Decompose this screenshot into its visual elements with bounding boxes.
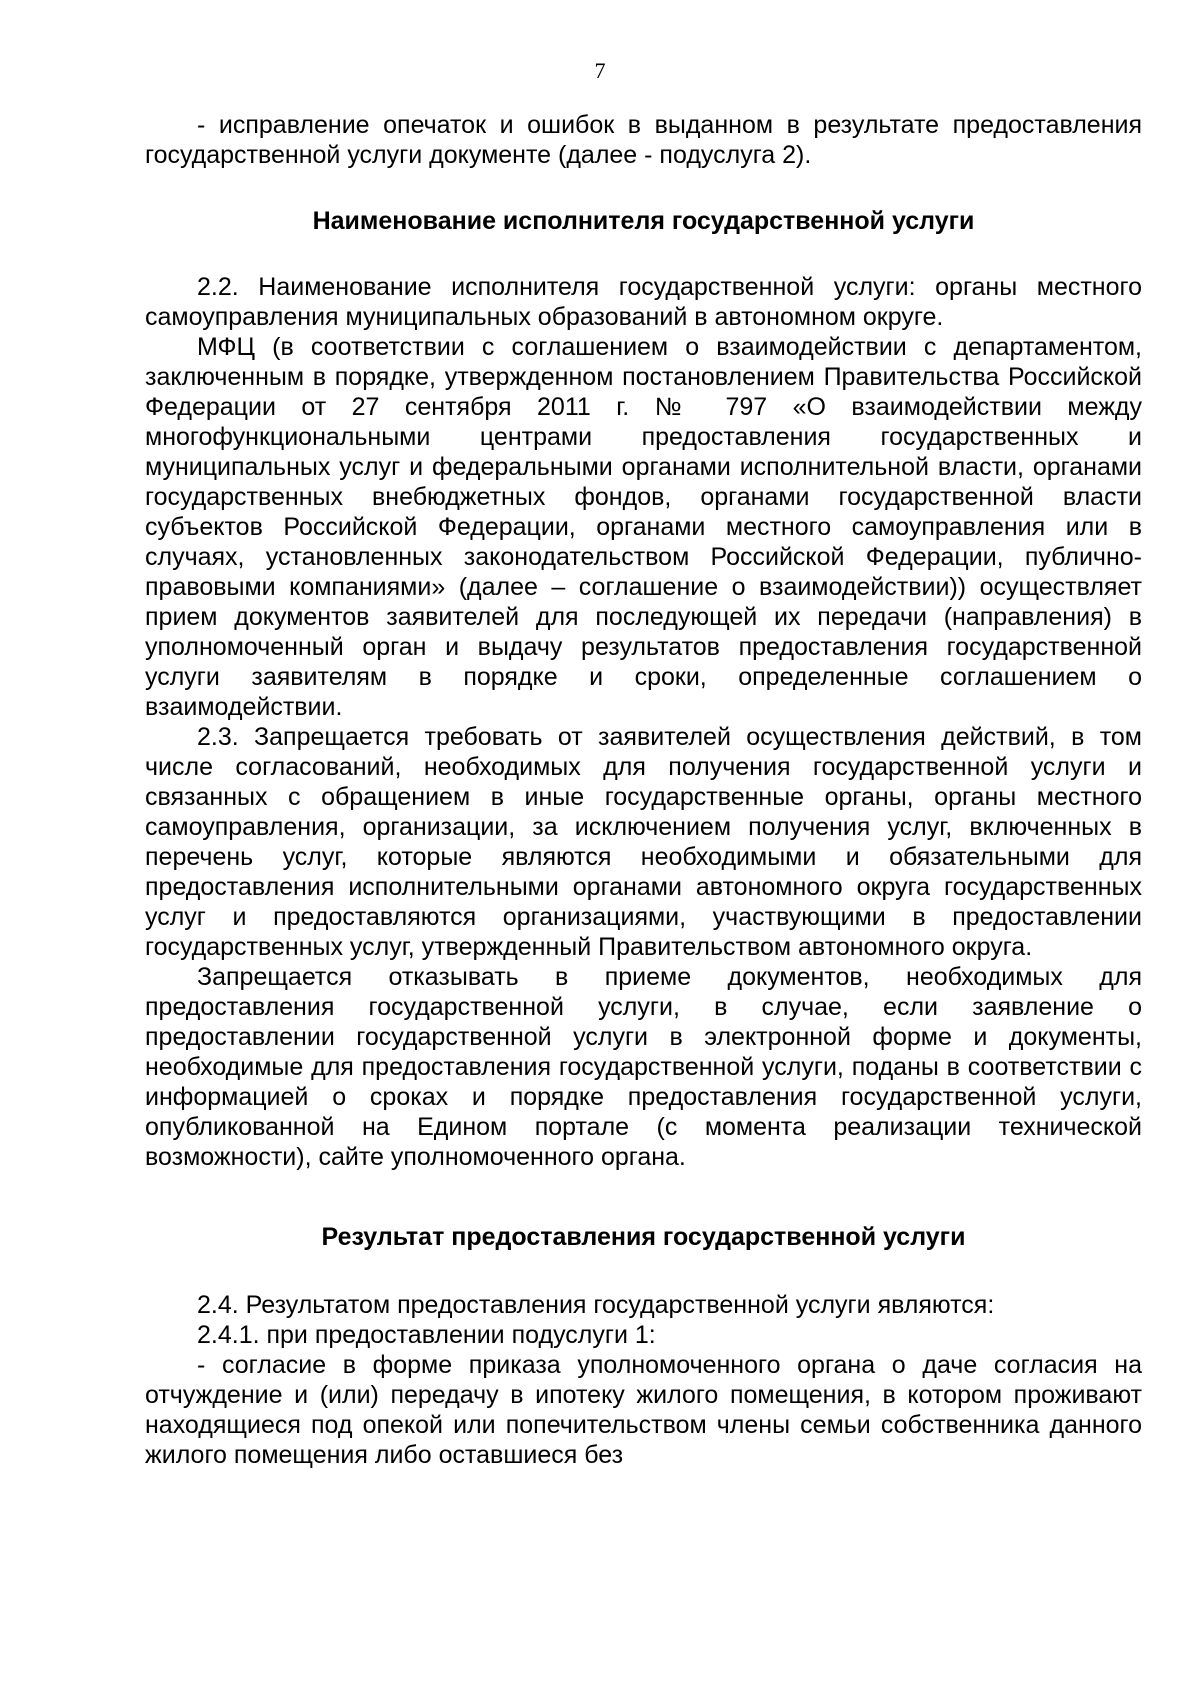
paragraph-2-3: 2.3. Запрещается требовать от заявителей осуществления действий, в том числе согласований, необходимых для получения государственной услуги и связанных с обращением в иные государственные органы, органы местного самоуправления, организации, за исключением получения услуг, включенных в перечень услуг, которые являются необходимыми и обязательными для предоставления исполнительными органами автономного округа государственных услуг и предоставляются организациями, участвующими в предоставлении государственных услуг, утвержденный Правительством автономного округа.	[145, 723, 1142, 961]
paragraph-2-4-1: 2.4.1. при предоставлении подуслуги 1:	[197, 1321, 656, 1349]
page-number: 7	[594, 58, 606, 83]
paragraph-mfc: МФЦ (в соответствии с соглашением о взаимодействии с департаментом, заключенным в порядке, утвержденном постановлением Правительства Российской Федерации от 27 сентября 2011 г. № 797 «О взаимодействии между многофункциональными центрами предоставления государственных и муниципальных услуг и федеральными органами исполнительной власти, органами государственных внебюджетных фондов, органами государственной власти субъектов Российской Федерации, органами местного самоуправления или в случаях, установленных законодательством Российской Федерации, публично-правовыми компаниями» (далее – соглашение о взаимодействии)) осуществляет прием документов заявителей для последующей их передачи (направления) в уполномоченный орган и выдачу результатов предоставления государственной услуги заявителям в порядке и сроки, определенные соглашением о взаимодействии.	[145, 333, 1142, 721]
paragraph-2-2: 2.2. Наименование исполнителя государственной услуги: органы местного самоуправления муниципальных образований в автономном округе.	[145, 273, 1142, 331]
paragraph-refusal-prohibited: Запрещается отказывать в приеме документов, необходимых для предоставления государственной услуги, в случае, если заявление о предоставлении государственной услуги в электронной форме и документы, необходимые для предоставления государственной услуги, поданы в соответствии с информацией о сроках и порядке предоставления государственной услуги, опубликованной на Едином портале (с момента реализации технической возможности), сайте уполномоченного органа.	[145, 963, 1142, 1171]
section-heading-result: Результат предоставления государственной услуги	[321, 1223, 966, 1251]
document-body	[145, 110, 1142, 1470]
paragraph-subservice-2: - исправление опечаток и ошибок в выданном в результате предоставления государственной услуги документе (далее - подуслуга 2).	[145, 111, 1142, 169]
section-heading-executor: Наименование исполнителя государственной услуги	[312, 207, 975, 235]
paragraph-2-4: 2.4. Результатом предоставления государственной услуги являются:	[197, 1291, 995, 1319]
paragraph-consent-order: - согласие в форме приказа уполномоченного органа о даче согласия на отчуждение и (или) передачу в ипотеку жилого помещения, в котором проживают находящиеся под опекой или попечительством члены семьи собственника данного жилого помещения либо оставшиеся без	[145, 1351, 1142, 1469]
